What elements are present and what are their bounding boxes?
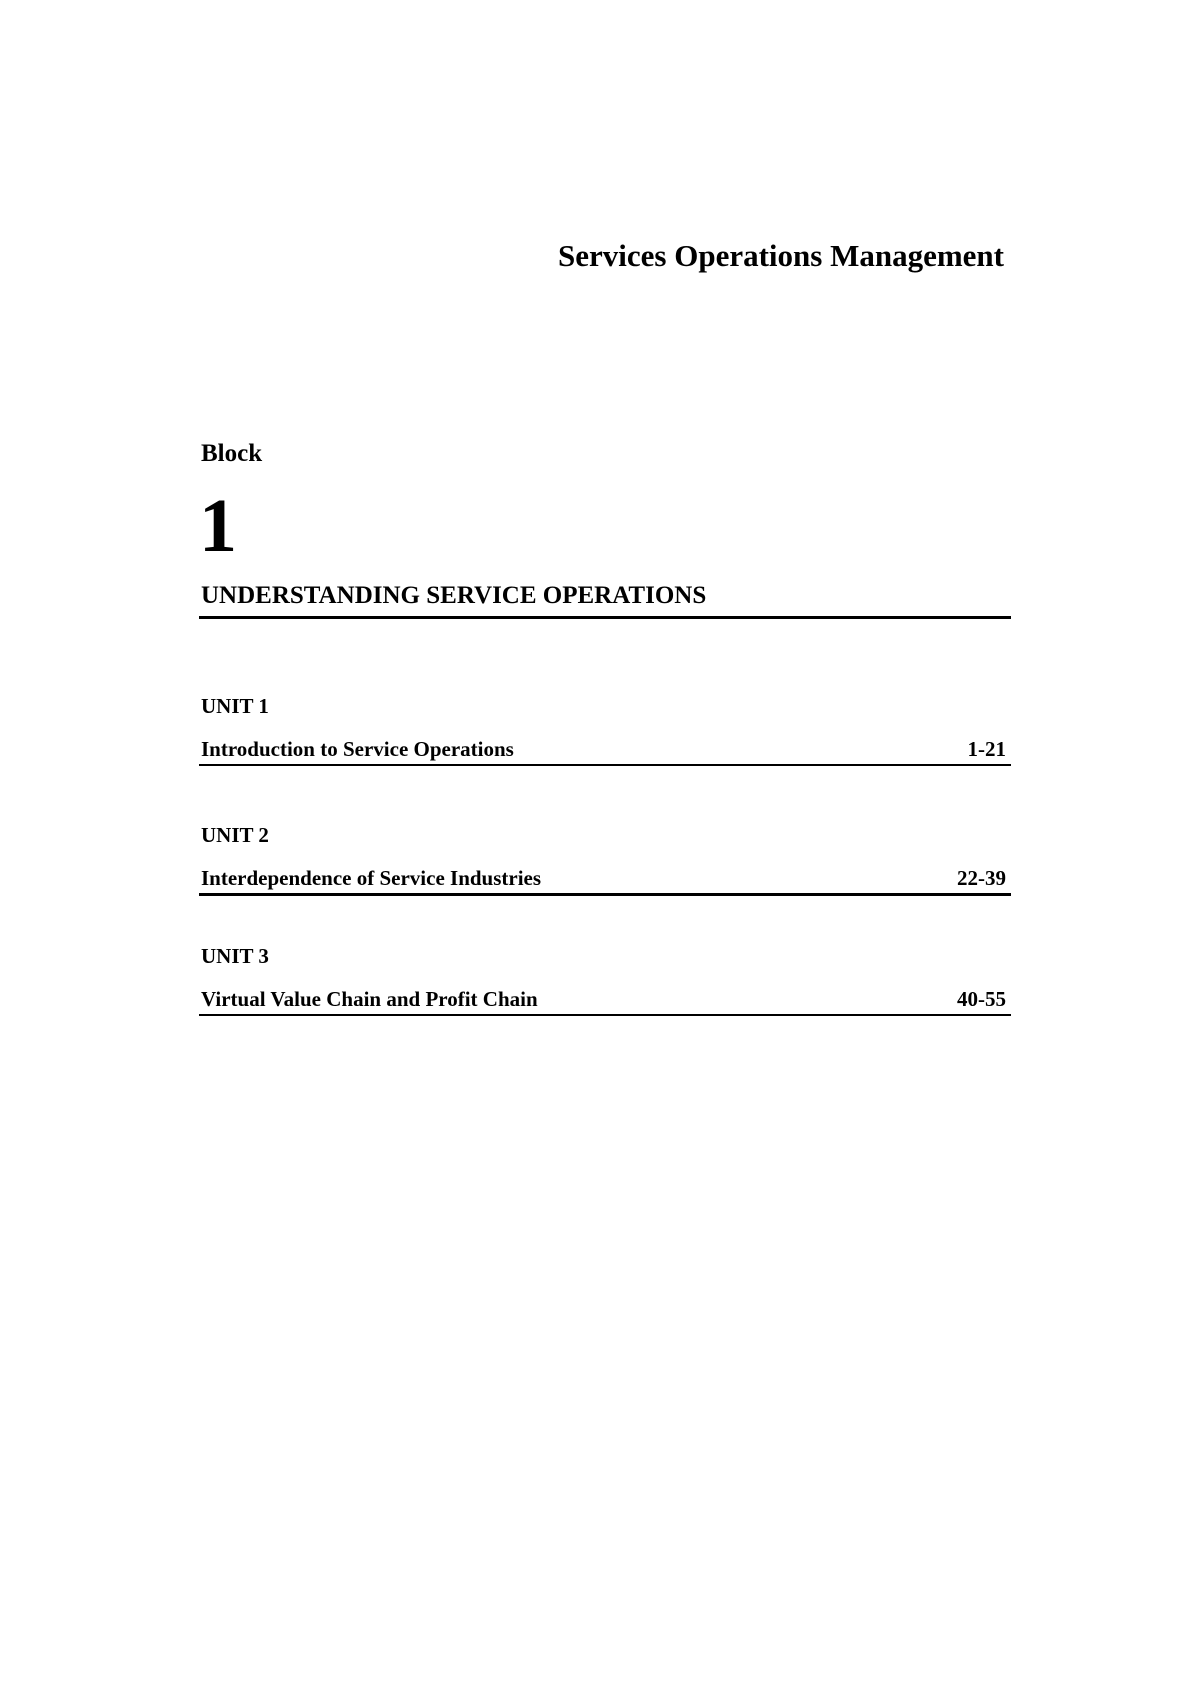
block-heading: UNDERSTANDING SERVICE OPERATIONS [199,582,1011,619]
unit-pages: 22-39 [957,866,1006,890]
course-title: Services Operations Management [558,238,1004,273]
unit-pages: 1-21 [967,737,1006,761]
unit-label: UNIT 3 [201,944,269,968]
unit-row [199,865,1011,896]
unit-title: Interdependence of Service Industries [201,866,542,890]
unit-pages: 40-55 [957,987,1006,1011]
unit-row [199,986,1011,1016]
unit-row [199,736,1011,766]
unit-label: UNIT 1 [201,694,269,718]
unit-label: UNIT 2 [201,823,269,847]
unit-title: Introduction to Service Operations [201,737,514,761]
block-number: 1 [199,484,237,568]
unit-entry-2 [199,823,1011,896]
unit-title: Virtual Value Chain and Profit Chain [201,987,538,1011]
unit-entry-1 [199,694,1011,766]
unit-entry-3 [199,944,1011,1016]
block-label: Block [201,440,263,467]
